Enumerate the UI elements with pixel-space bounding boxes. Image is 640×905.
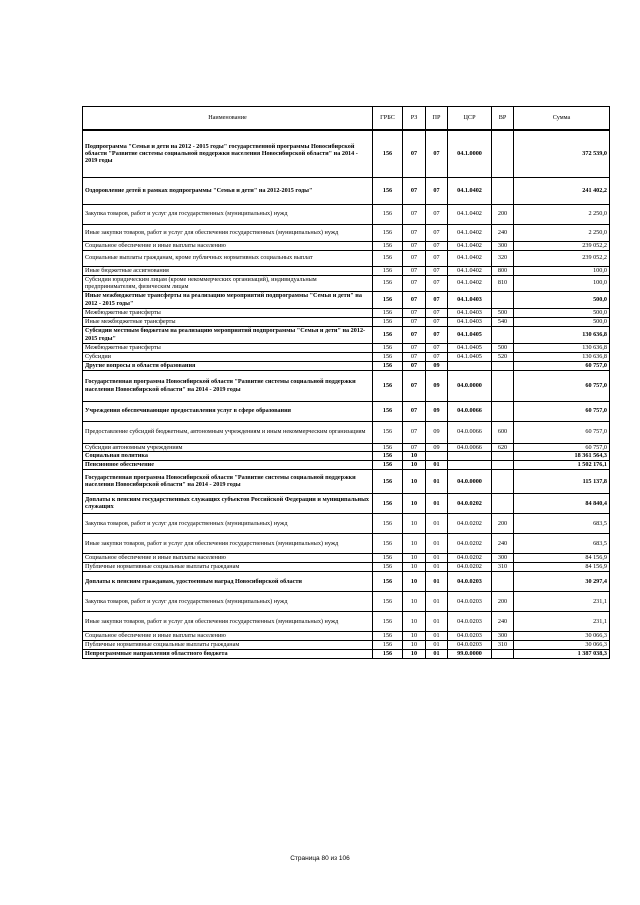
cell-name: Учреждения обеспечивающие предоставления услуг в сфере образования — [83, 401, 373, 421]
cell-vr — [492, 571, 514, 591]
cell-name: Непрограммные направления областного бюджета — [83, 649, 373, 658]
header-pr: ПР — [426, 107, 448, 131]
cell-sum: 60 757,0 — [514, 421, 610, 443]
cell-grbs: 156 — [373, 241, 403, 250]
cell-grbs: 156 — [373, 451, 403, 460]
cell-rz: 10 — [403, 553, 426, 562]
cell-vr: 520 — [492, 352, 514, 361]
header-csr: ЦСР — [448, 107, 492, 131]
cell-pr: 07 — [426, 308, 448, 317]
header-rz: РЗ — [403, 107, 426, 131]
cell-vr — [492, 361, 514, 370]
cell-pr: 01 — [426, 631, 448, 640]
table-row — [83, 443, 610, 451]
cell-pr: 01 — [426, 649, 448, 658]
cell-vr — [492, 451, 514, 460]
cell-name: Закупка товаров, работ и услуг для государственных (муниципальных) нужд — [83, 513, 373, 533]
cell-grbs: 156 — [373, 291, 403, 308]
cell-vr: 540 — [492, 317, 514, 326]
cell-grbs: 156 — [373, 513, 403, 533]
cell-rz: 07 — [403, 352, 426, 361]
cell-rz: 07 — [403, 266, 426, 275]
table-row — [83, 562, 610, 571]
cell-grbs: 156 — [373, 571, 403, 591]
cell-pr: 01 — [426, 562, 448, 571]
table-row — [83, 649, 610, 658]
cell-name: Социальная политика — [83, 451, 373, 460]
cell-csr — [448, 361, 492, 370]
cell-name: Иные закупки товаров, работ и услуг для обеспечения государственных (муниципальных) нужд — [83, 533, 373, 553]
table-row — [83, 631, 610, 640]
header-name: Наименование — [83, 107, 373, 131]
table-row — [83, 451, 610, 460]
cell-rz: 10 — [403, 571, 426, 591]
cell-name: Государственная программа Новосибирской области "Развитие системы социальной поддержки населения Новосибирской области" на 2014 - 2019 годы — [83, 370, 373, 401]
cell-sum: 60 757,0 — [514, 443, 610, 451]
cell-vr — [492, 649, 514, 658]
table-row — [83, 533, 610, 553]
cell-pr: 01 — [426, 571, 448, 591]
cell-sum: 683,5 — [514, 533, 610, 553]
cell-pr: 01 — [426, 591, 448, 611]
cell-csr: 04.1.0402 — [448, 241, 492, 250]
table-row — [83, 571, 610, 591]
cell-vr — [492, 370, 514, 401]
cell-csr: 04.0.0203 — [448, 631, 492, 640]
cell-pr: 09 — [426, 401, 448, 421]
cell-sum: 231,1 — [514, 591, 610, 611]
cell-rz: 07 — [403, 224, 426, 241]
cell-csr: 04.1.0402 — [448, 266, 492, 275]
cell-pr: 09 — [426, 421, 448, 443]
cell-vr: 300 — [492, 241, 514, 250]
cell-name: Подпрограмма "Семья и дети на 2012 - 2015 годы" государственной программы Новосибирской области "Развитие системы социальной поддержки населения Новосибирской области" на 2014 - 2019 годы — [83, 130, 373, 177]
cell-vr — [492, 177, 514, 204]
table-row — [83, 317, 610, 326]
cell-rz: 07 — [403, 421, 426, 443]
cell-csr: 04.0.0202 — [448, 533, 492, 553]
cell-sum: 239 052,2 — [514, 250, 610, 266]
cell-csr: 04.0.0202 — [448, 562, 492, 571]
table-row — [83, 421, 610, 443]
cell-csr: 04.1.0403 — [448, 291, 492, 308]
cell-pr: 07 — [426, 326, 448, 343]
cell-vr — [492, 493, 514, 513]
cell-csr: 04.0.0202 — [448, 553, 492, 562]
cell-pr: 07 — [426, 250, 448, 266]
cell-name: Оздоровление детей в рамках подпрограммы "Семья и дети" на 2012-2015 годы" — [83, 177, 373, 204]
cell-pr: 07 — [426, 266, 448, 275]
cell-name: Публичные нормативные социальные выплаты гражданам — [83, 562, 373, 571]
cell-pr: 07 — [426, 291, 448, 308]
cell-sum: 2 250,0 — [514, 204, 610, 224]
table-row — [83, 241, 610, 250]
cell-vr: 300 — [492, 631, 514, 640]
cell-name: Социальное обеспечение и иные выплаты населению — [83, 241, 373, 250]
cell-pr: 07 — [426, 241, 448, 250]
table-row — [83, 493, 610, 513]
cell-grbs: 156 — [373, 250, 403, 266]
table-body — [83, 130, 610, 658]
cell-rz: 07 — [403, 361, 426, 370]
cell-rz: 07 — [403, 401, 426, 421]
cell-rz: 07 — [403, 443, 426, 451]
budget-table — [82, 106, 610, 659]
cell-pr: 09 — [426, 443, 448, 451]
cell-csr: 04.1.0402 — [448, 224, 492, 241]
cell-sum: 239 052,2 — [514, 241, 610, 250]
cell-csr — [448, 451, 492, 460]
cell-name: Другие вопросы в области образования — [83, 361, 373, 370]
cell-sum: 500,0 — [514, 291, 610, 308]
cell-csr: 04.0.0203 — [448, 591, 492, 611]
cell-rz: 10 — [403, 469, 426, 493]
cell-pr: 07 — [426, 352, 448, 361]
cell-sum: 130 636,8 — [514, 343, 610, 352]
cell-grbs: 156 — [373, 421, 403, 443]
table-row — [83, 130, 610, 177]
cell-grbs: 156 — [373, 204, 403, 224]
cell-vr: 240 — [492, 533, 514, 553]
table-row — [83, 275, 610, 291]
cell-rz: 07 — [403, 317, 426, 326]
cell-vr: 810 — [492, 275, 514, 291]
cell-pr: 07 — [426, 130, 448, 177]
cell-grbs: 156 — [373, 343, 403, 352]
table-row — [83, 640, 610, 649]
cell-csr: 04.1.0405 — [448, 352, 492, 361]
cell-grbs: 156 — [373, 631, 403, 640]
cell-sum: 30 297,4 — [514, 571, 610, 591]
cell-pr: 09 — [426, 370, 448, 401]
cell-grbs: 156 — [373, 460, 403, 469]
cell-pr: 07 — [426, 317, 448, 326]
cell-vr: 310 — [492, 640, 514, 649]
cell-rz: 07 — [403, 308, 426, 317]
cell-name: Субсидии юридическим лицам (кроме некоммерческих организаций), индивидуальным предпринимателям, физическим лицам — [83, 275, 373, 291]
cell-grbs: 156 — [373, 177, 403, 204]
cell-sum: 241 402,2 — [514, 177, 610, 204]
cell-pr: 07 — [426, 343, 448, 352]
table-row — [83, 460, 610, 469]
table-row — [83, 361, 610, 370]
table-row — [83, 352, 610, 361]
cell-sum: 500,0 — [514, 308, 610, 317]
cell-csr: 04.1.0402 — [448, 204, 492, 224]
cell-vr — [492, 291, 514, 308]
cell-rz: 10 — [403, 460, 426, 469]
cell-pr: 07 — [426, 275, 448, 291]
cell-pr: 01 — [426, 460, 448, 469]
cell-rz: 07 — [403, 343, 426, 352]
cell-sum: 500,0 — [514, 317, 610, 326]
cell-rz: 10 — [403, 591, 426, 611]
table-row — [83, 308, 610, 317]
cell-name: Социальное обеспечение и иные выплаты населению — [83, 553, 373, 562]
cell-pr: 01 — [426, 533, 448, 553]
cell-grbs: 156 — [373, 533, 403, 553]
cell-vr — [492, 401, 514, 421]
table-row — [83, 513, 610, 533]
cell-pr: 01 — [426, 493, 448, 513]
cell-sum: 60 757,0 — [514, 370, 610, 401]
cell-pr: 07 — [426, 224, 448, 241]
table-row — [83, 177, 610, 204]
cell-vr: 620 — [492, 443, 514, 451]
cell-pr: 01 — [426, 469, 448, 493]
cell-sum: 100,0 — [514, 266, 610, 275]
cell-vr: 200 — [492, 591, 514, 611]
cell-grbs: 156 — [373, 469, 403, 493]
cell-csr — [448, 460, 492, 469]
cell-name: Доплаты к пенсиям гражданам, удостоенным наград Новосибирской области — [83, 571, 373, 591]
cell-sum: 30 066,3 — [514, 640, 610, 649]
cell-grbs: 156 — [373, 443, 403, 451]
cell-pr — [426, 451, 448, 460]
header-vr: ВР — [492, 107, 514, 131]
cell-pr: 09 — [426, 361, 448, 370]
cell-sum: 60 757,0 — [514, 401, 610, 421]
cell-vr: 200 — [492, 513, 514, 533]
cell-name: Иные межбюджетные трансферты на реализацию мероприятий подпрограммы "Семья и дети" на 2012 - 2015 годы" — [83, 291, 373, 308]
cell-csr: 04.0.0066 — [448, 401, 492, 421]
cell-rz: 07 — [403, 177, 426, 204]
cell-grbs: 156 — [373, 361, 403, 370]
cell-grbs: 156 — [373, 326, 403, 343]
cell-vr — [492, 469, 514, 493]
cell-sum: 84 156,9 — [514, 562, 610, 571]
table-row — [83, 224, 610, 241]
cell-rz: 07 — [403, 326, 426, 343]
cell-csr: 04.0.0203 — [448, 571, 492, 591]
cell-csr: 04.1.0402 — [448, 250, 492, 266]
cell-name: Предоставление субсидий бюджетным, автономным учреждениям и иным некоммерческим организациям — [83, 421, 373, 443]
cell-grbs: 156 — [373, 317, 403, 326]
cell-grbs: 156 — [373, 266, 403, 275]
table-row — [83, 343, 610, 352]
cell-csr: 04.0.0000 — [448, 469, 492, 493]
cell-sum: 683,5 — [514, 513, 610, 533]
cell-grbs: 156 — [373, 130, 403, 177]
table-row — [83, 266, 610, 275]
cell-vr — [492, 130, 514, 177]
cell-rz: 07 — [403, 130, 426, 177]
cell-rz: 07 — [403, 241, 426, 250]
cell-sum: 100,0 — [514, 275, 610, 291]
cell-grbs: 156 — [373, 553, 403, 562]
cell-rz: 10 — [403, 640, 426, 649]
cell-csr: 04.1.0405 — [448, 343, 492, 352]
cell-rz: 07 — [403, 204, 426, 224]
cell-csr: 04.1.0405 — [448, 326, 492, 343]
cell-pr: 07 — [426, 177, 448, 204]
cell-sum: 84 156,9 — [514, 553, 610, 562]
cell-grbs: 156 — [373, 493, 403, 513]
header-grbs: ГРБС — [373, 107, 403, 131]
cell-csr: 04.1.0402 — [448, 275, 492, 291]
cell-grbs: 156 — [373, 640, 403, 649]
cell-csr: 04.0.0202 — [448, 493, 492, 513]
cell-name: Социальное обеспечение и иные выплаты населению — [83, 631, 373, 640]
table-row — [83, 250, 610, 266]
cell-grbs: 156 — [373, 649, 403, 658]
table-row — [83, 291, 610, 308]
table-row — [83, 591, 610, 611]
cell-sum: 60 757,0 — [514, 361, 610, 370]
cell-rz: 10 — [403, 649, 426, 658]
cell-name: Иные бюджетные ассигнования — [83, 266, 373, 275]
cell-grbs: 156 — [373, 401, 403, 421]
cell-rz: 10 — [403, 533, 426, 553]
cell-csr: 04.0.0203 — [448, 640, 492, 649]
table-row — [83, 204, 610, 224]
cell-vr: 600 — [492, 421, 514, 443]
cell-vr: 240 — [492, 611, 514, 631]
cell-name: Социальные выплаты гражданам, кроме публичных нормативных социальных выплат — [83, 250, 373, 266]
cell-rz: 07 — [403, 275, 426, 291]
cell-name: Иные межбюджетные трансферты — [83, 317, 373, 326]
cell-sum: 2 250,0 — [514, 224, 610, 241]
table-row — [83, 370, 610, 401]
cell-sum: 130 636,8 — [514, 326, 610, 343]
cell-csr: 04.1.0403 — [448, 308, 492, 317]
cell-vr: 800 — [492, 266, 514, 275]
table-header-row — [83, 107, 610, 131]
cell-sum: 84 840,4 — [514, 493, 610, 513]
cell-grbs: 156 — [373, 275, 403, 291]
cell-rz: 10 — [403, 513, 426, 533]
cell-name: Пенсионное обеспечение — [83, 460, 373, 469]
cell-rz: 10 — [403, 451, 426, 460]
cell-vr: 200 — [492, 204, 514, 224]
cell-grbs: 156 — [373, 352, 403, 361]
cell-pr: 01 — [426, 611, 448, 631]
cell-grbs: 156 — [373, 611, 403, 631]
cell-vr: 310 — [492, 562, 514, 571]
table-row — [83, 611, 610, 631]
cell-pr: 01 — [426, 513, 448, 533]
cell-vr: 500 — [492, 343, 514, 352]
cell-csr: 04.0.0000 — [448, 370, 492, 401]
cell-csr: 04.0.0066 — [448, 443, 492, 451]
cell-grbs: 156 — [373, 591, 403, 611]
cell-sum: 372 539,0 — [514, 130, 610, 177]
cell-vr: 240 — [492, 224, 514, 241]
cell-vr: 500 — [492, 308, 514, 317]
cell-name: Государственная программа Новосибирской области "Развитие системы социальной поддержки населения Новосибирской области" на 2014 - 2019 годы — [83, 469, 373, 493]
cell-name: Закупка товаров, работ и услуг для государственных (муниципальных) нужд — [83, 591, 373, 611]
table-row — [83, 553, 610, 562]
cell-rz: 10 — [403, 631, 426, 640]
cell-pr: 01 — [426, 640, 448, 649]
table-row — [83, 469, 610, 493]
table-row — [83, 326, 610, 343]
cell-vr: 320 — [492, 250, 514, 266]
cell-csr: 04.1.0000 — [448, 130, 492, 177]
cell-rz: 07 — [403, 370, 426, 401]
cell-rz: 10 — [403, 493, 426, 513]
cell-name: Субсидии — [83, 352, 373, 361]
cell-grbs: 156 — [373, 224, 403, 241]
cell-name: Межбюджетные трансферты — [83, 308, 373, 317]
cell-csr: 04.0.0066 — [448, 421, 492, 443]
cell-rz: 07 — [403, 250, 426, 266]
cell-csr: 99.0.0000 — [448, 649, 492, 658]
cell-rz: 10 — [403, 562, 426, 571]
cell-pr: 07 — [426, 204, 448, 224]
cell-sum: 231,1 — [514, 611, 610, 631]
cell-sum: 1 502 176,1 — [514, 460, 610, 469]
cell-vr — [492, 460, 514, 469]
cell-name: Публичные нормативные социальные выплаты гражданам — [83, 640, 373, 649]
cell-name: Межбюджетные трансферты — [83, 343, 373, 352]
cell-sum: 1 387 038,3 — [514, 649, 610, 658]
cell-pr: 01 — [426, 553, 448, 562]
cell-name: Субсидии автономным учреждениям — [83, 443, 373, 451]
cell-csr: 04.1.0403 — [448, 317, 492, 326]
cell-csr: 04.0.0202 — [448, 513, 492, 533]
cell-grbs: 156 — [373, 370, 403, 401]
cell-csr: 04.0.0203 — [448, 611, 492, 631]
cell-grbs: 156 — [373, 308, 403, 317]
cell-sum: 115 137,8 — [514, 469, 610, 493]
cell-rz: 10 — [403, 611, 426, 631]
cell-name: Иные закупки товаров, работ и услуг для обеспечения государственных (муниципальных) нужд — [83, 224, 373, 241]
cell-vr: 300 — [492, 553, 514, 562]
header-sum: Сумма — [514, 107, 610, 131]
cell-csr: 04.1.0402 — [448, 177, 492, 204]
cell-name: Доплаты к пенсиям государственных служащих субъектов Российской Федерации и муниципальных служащих — [83, 493, 373, 513]
table-row — [83, 401, 610, 421]
cell-rz: 07 — [403, 291, 426, 308]
cell-name: Субсидии местным бюджетам на реализацию мероприятий подпрограммы "Семья и дети" на 2012-2015 годы" — [83, 326, 373, 343]
cell-name: Закупка товаров, работ и услуг для государственных (муниципальных) нужд — [83, 204, 373, 224]
cell-sum: 30 066,3 — [514, 631, 610, 640]
cell-vr — [492, 326, 514, 343]
cell-sum: 130 636,8 — [514, 352, 610, 361]
page-number: Страница 80 из 106 — [290, 855, 350, 862]
cell-grbs: 156 — [373, 562, 403, 571]
cell-sum: 18 361 564,3 — [514, 451, 610, 460]
cell-name: Иные закупки товаров, работ и услуг для обеспечения государственных (муниципальных) нужд — [83, 611, 373, 631]
